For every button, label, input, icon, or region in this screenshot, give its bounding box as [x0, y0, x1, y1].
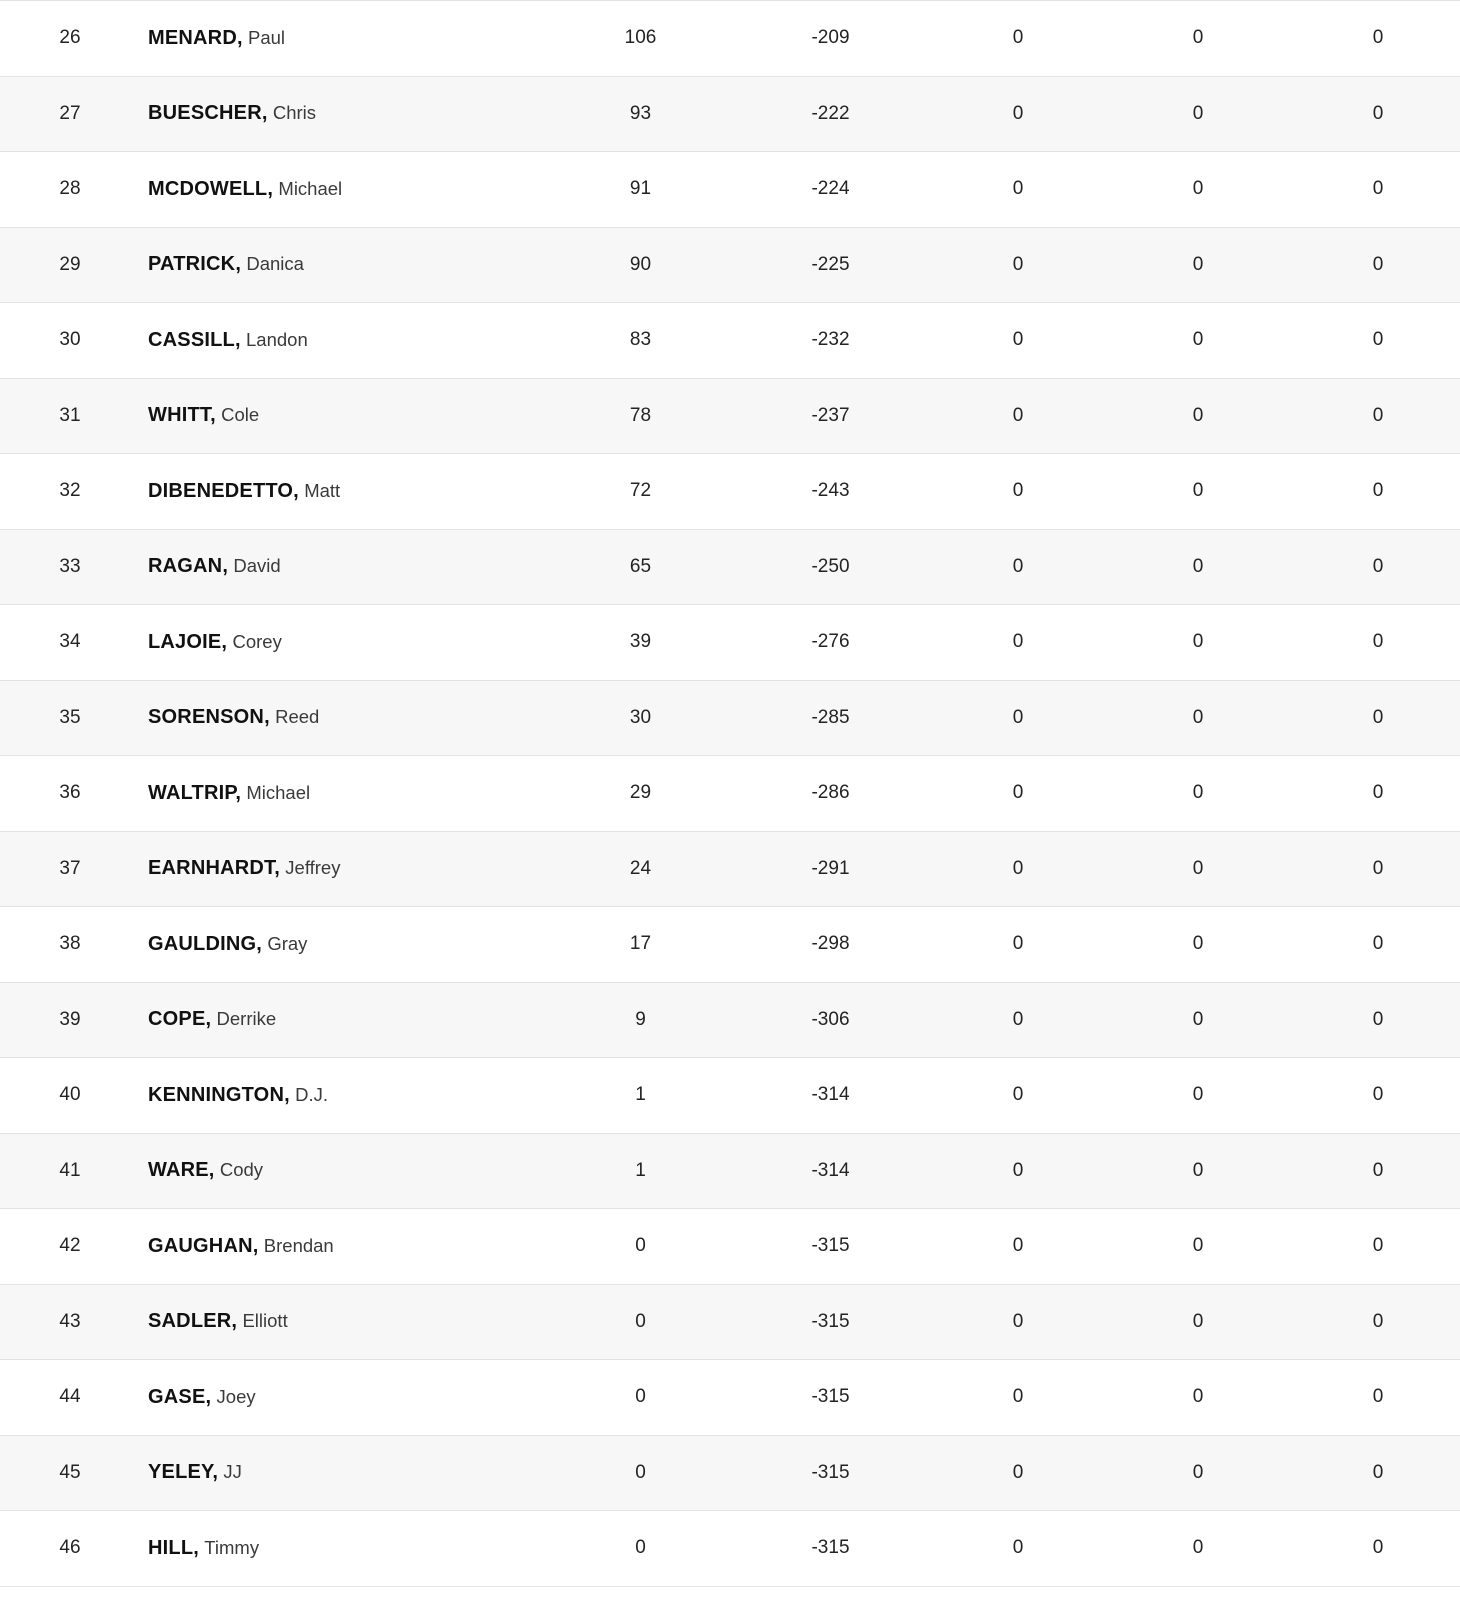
behind-leader-cell: -298 — [733, 907, 928, 983]
table-row[interactable] — [0, 1, 1460, 77]
stat-cell-1: 0 — [928, 454, 1108, 530]
behind-leader-cell: -315 — [733, 1284, 928, 1360]
stat-cell-2: 0 — [1108, 227, 1288, 303]
stat-cell-1: 0 — [928, 605, 1108, 681]
driver-first-name: Landon — [246, 328, 308, 350]
driver-first-name: D.J. — [295, 1083, 329, 1105]
points-cell: 90 — [548, 227, 733, 303]
table-row[interactable] — [0, 907, 1460, 983]
stat-cell-3: 0 — [1288, 1133, 1460, 1209]
stat-cell-1: 0 — [928, 1435, 1108, 1511]
stat-cell-2: 0 — [1108, 756, 1288, 832]
stat-cell-3: 0 — [1288, 1435, 1460, 1511]
driver-last-name: RAGAN, — [148, 555, 229, 578]
stat-cell-3: 0 — [1288, 529, 1460, 605]
stat-cell-3: 0 — [1288, 76, 1460, 152]
driver-last-name: SADLER, — [148, 1310, 238, 1333]
stat-cell-2: 0 — [1108, 907, 1288, 983]
driver-last-name: MCDOWELL, — [148, 177, 274, 200]
points-cell: 0 — [548, 1284, 733, 1360]
driver-last-name: GAULDING, — [148, 932, 263, 955]
driver-first-name: Derrike — [216, 1008, 277, 1030]
points-cell: 0 — [548, 1511, 733, 1587]
points-cell: 1 — [548, 1133, 733, 1209]
points-cell: 83 — [548, 303, 733, 379]
stat-cell-2: 0 — [1108, 454, 1288, 530]
stat-cell-1: 0 — [928, 378, 1108, 454]
table-row[interactable] — [0, 529, 1460, 605]
stat-cell-1: 0 — [928, 1, 1108, 77]
table-row[interactable] — [0, 1435, 1460, 1511]
behind-leader-cell: -285 — [733, 680, 928, 756]
table-row[interactable] — [0, 680, 1460, 756]
behind-leader-cell: -237 — [733, 378, 928, 454]
stat-cell-1: 0 — [928, 303, 1108, 379]
behind-leader-cell: -232 — [733, 303, 928, 379]
driver-first-name: Gray — [267, 932, 308, 954]
points-cell: 1 — [548, 1058, 733, 1134]
driver-last-name: WARE, — [148, 1159, 215, 1182]
stat-cell-3: 0 — [1288, 152, 1460, 228]
driver-last-name: GASE, — [148, 1385, 212, 1408]
behind-leader-cell: -314 — [733, 1133, 928, 1209]
stat-cell-1: 0 — [928, 1209, 1108, 1285]
points-cell: 24 — [548, 831, 733, 907]
position-cell: 37 — [0, 831, 140, 907]
driver-last-name: HILL, — [148, 1536, 199, 1559]
driver-name-cell[interactable] — [140, 1360, 548, 1436]
driver-first-name: Michael — [278, 177, 343, 199]
table-row[interactable] — [0, 982, 1460, 1058]
position-cell: 41 — [0, 1133, 140, 1209]
table-row[interactable] — [0, 1360, 1460, 1436]
driver-name-cell[interactable] — [140, 378, 548, 454]
position-cell: 28 — [0, 152, 140, 228]
driver-last-name: PATRICK, — [148, 253, 242, 276]
behind-leader-cell: -315 — [733, 1360, 928, 1436]
driver-name-cell[interactable] — [140, 605, 548, 681]
driver-name-cell[interactable] — [140, 1, 548, 77]
driver-name-cell[interactable] — [140, 1284, 548, 1360]
stat-cell-3: 0 — [1288, 1360, 1460, 1436]
table-row[interactable] — [0, 227, 1460, 303]
behind-leader-cell: -222 — [733, 76, 928, 152]
table-row[interactable] — [0, 378, 1460, 454]
driver-name-cell[interactable] — [140, 831, 548, 907]
driver-last-name: DIBENEDETTO, — [148, 479, 299, 502]
position-cell: 33 — [0, 529, 140, 605]
behind-leader-cell: -315 — [733, 1511, 928, 1587]
stat-cell-1: 0 — [928, 152, 1108, 228]
table-row[interactable] — [0, 454, 1460, 530]
behind-leader-cell: -314 — [733, 1058, 928, 1134]
driver-name-cell[interactable] — [140, 76, 548, 152]
position-cell: 45 — [0, 1435, 140, 1511]
behind-leader-cell: -306 — [733, 982, 928, 1058]
stat-cell-1: 0 — [928, 1511, 1108, 1587]
driver-last-name: BUESCHER, — [148, 102, 268, 125]
table-row[interactable] — [0, 76, 1460, 152]
behind-leader-cell: -291 — [733, 831, 928, 907]
position-cell: 30 — [0, 303, 140, 379]
driver-first-name: Timmy — [204, 1536, 260, 1558]
stat-cell-2: 0 — [1108, 1058, 1288, 1134]
driver-first-name: Cody — [219, 1159, 264, 1181]
position-cell: 27 — [0, 76, 140, 152]
table-row[interactable] — [0, 756, 1460, 832]
stat-cell-3: 0 — [1288, 605, 1460, 681]
stat-cell-3: 0 — [1288, 1209, 1460, 1285]
driver-last-name: COPE, — [148, 1008, 212, 1031]
position-cell: 29 — [0, 227, 140, 303]
driver-first-name: Danica — [246, 253, 304, 275]
position-cell: 36 — [0, 756, 140, 832]
driver-name-cell[interactable] — [140, 454, 548, 530]
behind-leader-cell: -224 — [733, 152, 928, 228]
stat-cell-1: 0 — [928, 756, 1108, 832]
driver-first-name: Jeffrey — [285, 857, 341, 879]
driver-first-name: Paul — [248, 26, 286, 48]
points-cell: 78 — [548, 378, 733, 454]
stat-cell-2: 0 — [1108, 76, 1288, 152]
driver-name-cell[interactable] — [140, 982, 548, 1058]
position-cell: 31 — [0, 378, 140, 454]
driver-last-name: WHITT, — [148, 404, 216, 427]
table-row[interactable] — [0, 1133, 1460, 1209]
stat-cell-3: 0 — [1288, 907, 1460, 983]
driver-name-cell[interactable] — [140, 227, 548, 303]
driver-first-name: David — [233, 555, 281, 577]
stat-cell-2: 0 — [1108, 1435, 1288, 1511]
driver-last-name: SORENSON, — [148, 706, 270, 729]
position-cell: 42 — [0, 1209, 140, 1285]
stat-cell-1: 0 — [928, 982, 1108, 1058]
driver-first-name: Chris — [272, 102, 317, 124]
driver-name-cell[interactable] — [140, 1435, 548, 1511]
stat-cell-2: 0 — [1108, 982, 1288, 1058]
points-cell: 91 — [548, 152, 733, 228]
position-cell: 34 — [0, 605, 140, 681]
points-cell: 39 — [548, 605, 733, 681]
points-cell: 93 — [548, 76, 733, 152]
stat-cell-1: 0 — [928, 76, 1108, 152]
driver-last-name: GAUGHAN, — [148, 1234, 259, 1257]
driver-first-name: Corey — [232, 630, 282, 652]
stat-cell-3: 0 — [1288, 1511, 1460, 1587]
driver-name-cell[interactable] — [140, 1058, 548, 1134]
stat-cell-3: 0 — [1288, 303, 1460, 379]
stat-cell-1: 0 — [928, 680, 1108, 756]
stat-cell-3: 0 — [1288, 680, 1460, 756]
points-cell: 30 — [548, 680, 733, 756]
stat-cell-1: 0 — [928, 907, 1108, 983]
behind-leader-cell: -250 — [733, 529, 928, 605]
table-row[interactable] — [0, 605, 1460, 681]
stat-cell-2: 0 — [1108, 1511, 1288, 1587]
driver-name-cell[interactable] — [140, 1511, 548, 1587]
driver-last-name: YELEY, — [148, 1461, 219, 1484]
table-row[interactable] — [0, 152, 1460, 228]
table-row[interactable] — [0, 831, 1460, 907]
stat-cell-2: 0 — [1108, 303, 1288, 379]
driver-first-name: Brendan — [263, 1234, 334, 1256]
stat-cell-1: 0 — [928, 1360, 1108, 1436]
table-row[interactable] — [0, 1209, 1460, 1285]
stat-cell-3: 0 — [1288, 1284, 1460, 1360]
standings-table-body — [0, 1, 1460, 1587]
points-cell: 72 — [548, 454, 733, 530]
stat-cell-3: 0 — [1288, 756, 1460, 832]
position-cell: 32 — [0, 454, 140, 530]
stat-cell-1: 0 — [928, 529, 1108, 605]
points-cell: 17 — [548, 907, 733, 983]
table-row[interactable] — [0, 1284, 1460, 1360]
position-cell: 43 — [0, 1284, 140, 1360]
stat-cell-2: 0 — [1108, 605, 1288, 681]
stat-cell-2: 0 — [1108, 1133, 1288, 1209]
points-cell: 29 — [548, 756, 733, 832]
behind-leader-cell: -315 — [733, 1209, 928, 1285]
stat-cell-3: 0 — [1288, 982, 1460, 1058]
driver-last-name: EARNHARDT, — [148, 857, 280, 880]
points-cell: 0 — [548, 1360, 733, 1436]
stat-cell-1: 0 — [928, 831, 1108, 907]
driver-first-name: Matt — [304, 479, 341, 501]
driver-first-name: Joey — [216, 1385, 256, 1407]
driver-first-name: JJ — [223, 1461, 242, 1483]
stat-cell-2: 0 — [1108, 152, 1288, 228]
stat-cell-1: 0 — [928, 1058, 1108, 1134]
stat-cell-3: 0 — [1288, 378, 1460, 454]
driver-name-cell[interactable] — [140, 529, 548, 605]
points-cell: 0 — [548, 1209, 733, 1285]
stat-cell-2: 0 — [1108, 529, 1288, 605]
behind-leader-cell: -243 — [733, 454, 928, 530]
behind-leader-cell: -286 — [733, 756, 928, 832]
stat-cell-2: 0 — [1108, 1209, 1288, 1285]
driver-name-cell[interactable] — [140, 303, 548, 379]
driver-name-cell[interactable] — [140, 152, 548, 228]
driver-last-name: KENNINGTON, — [148, 1083, 290, 1106]
driver-name-cell[interactable] — [140, 907, 548, 983]
table-row[interactable] — [0, 303, 1460, 379]
driver-name-cell[interactable] — [140, 680, 548, 756]
stat-cell-3: 0 — [1288, 454, 1460, 530]
stat-cell-2: 0 — [1108, 1, 1288, 77]
driver-name-cell[interactable] — [140, 1209, 548, 1285]
stat-cell-3: 0 — [1288, 1058, 1460, 1134]
position-cell: 39 — [0, 982, 140, 1058]
stat-cell-3: 0 — [1288, 227, 1460, 303]
driver-last-name: CASSILL, — [148, 328, 241, 351]
behind-leader-cell: -209 — [733, 1, 928, 77]
driver-last-name: LAJOIE, — [148, 630, 228, 653]
position-cell: 38 — [0, 907, 140, 983]
stat-cell-2: 0 — [1108, 831, 1288, 907]
driver-last-name: MENARD, — [148, 26, 243, 49]
position-cell: 26 — [0, 1, 140, 77]
stat-cell-2: 0 — [1108, 1284, 1288, 1360]
position-cell: 40 — [0, 1058, 140, 1134]
table-row[interactable] — [0, 1511, 1460, 1587]
driver-name-cell[interactable] — [140, 756, 548, 832]
points-cell: 0 — [548, 1435, 733, 1511]
behind-leader-cell: -276 — [733, 605, 928, 681]
stat-cell-2: 0 — [1108, 378, 1288, 454]
stat-cell-3: 0 — [1288, 1, 1460, 77]
points-cell: 9 — [548, 982, 733, 1058]
stat-cell-3: 0 — [1288, 831, 1460, 907]
stat-cell-1: 0 — [928, 1284, 1108, 1360]
position-cell: 35 — [0, 680, 140, 756]
driver-first-name: Elliott — [242, 1310, 288, 1332]
position-cell: 46 — [0, 1511, 140, 1587]
stat-cell-1: 0 — [928, 1133, 1108, 1209]
position-cell: 44 — [0, 1360, 140, 1436]
driver-last-name: WALTRIP, — [148, 781, 242, 804]
driver-first-name: Reed — [275, 706, 320, 728]
behind-leader-cell: -315 — [733, 1435, 928, 1511]
driver-first-name: Michael — [246, 781, 311, 803]
points-cell: 106 — [548, 1, 733, 77]
stat-cell-1: 0 — [928, 227, 1108, 303]
points-cell: 65 — [548, 529, 733, 605]
driver-first-name: Cole — [221, 404, 260, 426]
stat-cell-2: 0 — [1108, 1360, 1288, 1436]
stat-cell-2: 0 — [1108, 680, 1288, 756]
behind-leader-cell: -225 — [733, 227, 928, 303]
driver-name-cell[interactable] — [140, 1133, 548, 1209]
table-row[interactable] — [0, 1058, 1460, 1134]
